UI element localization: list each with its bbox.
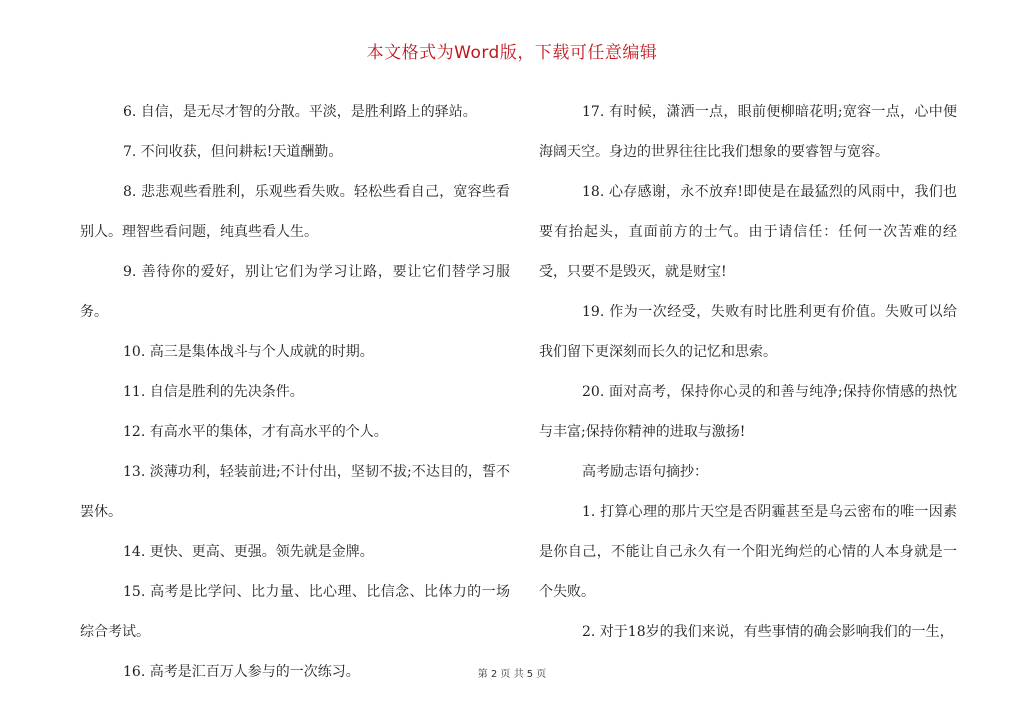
list-item: 7. 不问收获，但问耕耘!天道酬勤。 [123,144,343,160]
list-item: 6. 自信，是无尽才智的分散。平淡，是胜利路上的驿站。 [123,104,477,120]
list-item: 9. 善待你的爱好，别让它们为学习让路，要让它们替学习服务。 [80,264,510,320]
list-item: 14. 更快、更高、更强。领先就是金牌。 [123,544,374,560]
list-item: 17. 有时候，潇洒一点，眼前便柳暗花明;宽容一点，心中便海阔天空。身边的世界往往比我们想象的要睿智与宽容。 [539,104,957,160]
list-item: 11. 自信是胜利的先决条件。 [123,384,304,400]
list-item: 19. 作为一次经受，失败有时比胜利更有价值。失败可以给我们留下更深刻而长久的记忆和思索。 [539,304,957,360]
list-item: 2. 对于18岁的我们来说，有些事情的确会影响我们的一生， [582,624,954,640]
left-column [80,92,510,692]
list-item: 13. 淡薄功利，轻装前进;不计付出，坚韧不拔;不达目的，誓不罢休。 [80,464,510,520]
list-item: 16. 高考是汇百万人参与的一次练习。 [123,664,360,680]
list-item: 8. 悲悲观些看胜利，乐观些看失败。轻松些看自己，宽容些看别人。理智些看问题，纯真些看人生。 [80,184,510,240]
list-item: 20. 面对高考，保持你心灵的和善与纯净;保持你情感的热忱与丰富;保持你精神的进取与激扬! [539,384,957,440]
list-item: 1. 打算心理的那片天空是否阴霾甚至是乌云密布的唯一因素是你自己，不能让自己永久有一个阳光绚烂的心情的人本身就是一个失败。 [539,504,957,600]
right-column [539,92,957,652]
section-heading: 高考励志语句摘抄： [582,464,708,480]
list-item: 12. 有高水平的集体，才有高水平的个人。 [123,424,388,440]
list-item: 10. 高三是集体战斗与个人成就的时期。 [123,344,374,360]
list-item: 18. 心存感谢，永不放弃!即使是在最猛烈的风雨中，我们也要有抬起头，直面前方的士气。由于请信任：任何一次苦难的经受，只要不是毁灭，就是财宝! [539,184,957,280]
document-header-title: 本文格式为Word版，下载可任意编辑 [366,43,658,63]
page-number: 第 2 页 共 5 页 [477,669,547,680]
list-item: 15. 高考是比学问、比力量、比心理、比信念、比体力的一场综合考试。 [80,584,510,640]
